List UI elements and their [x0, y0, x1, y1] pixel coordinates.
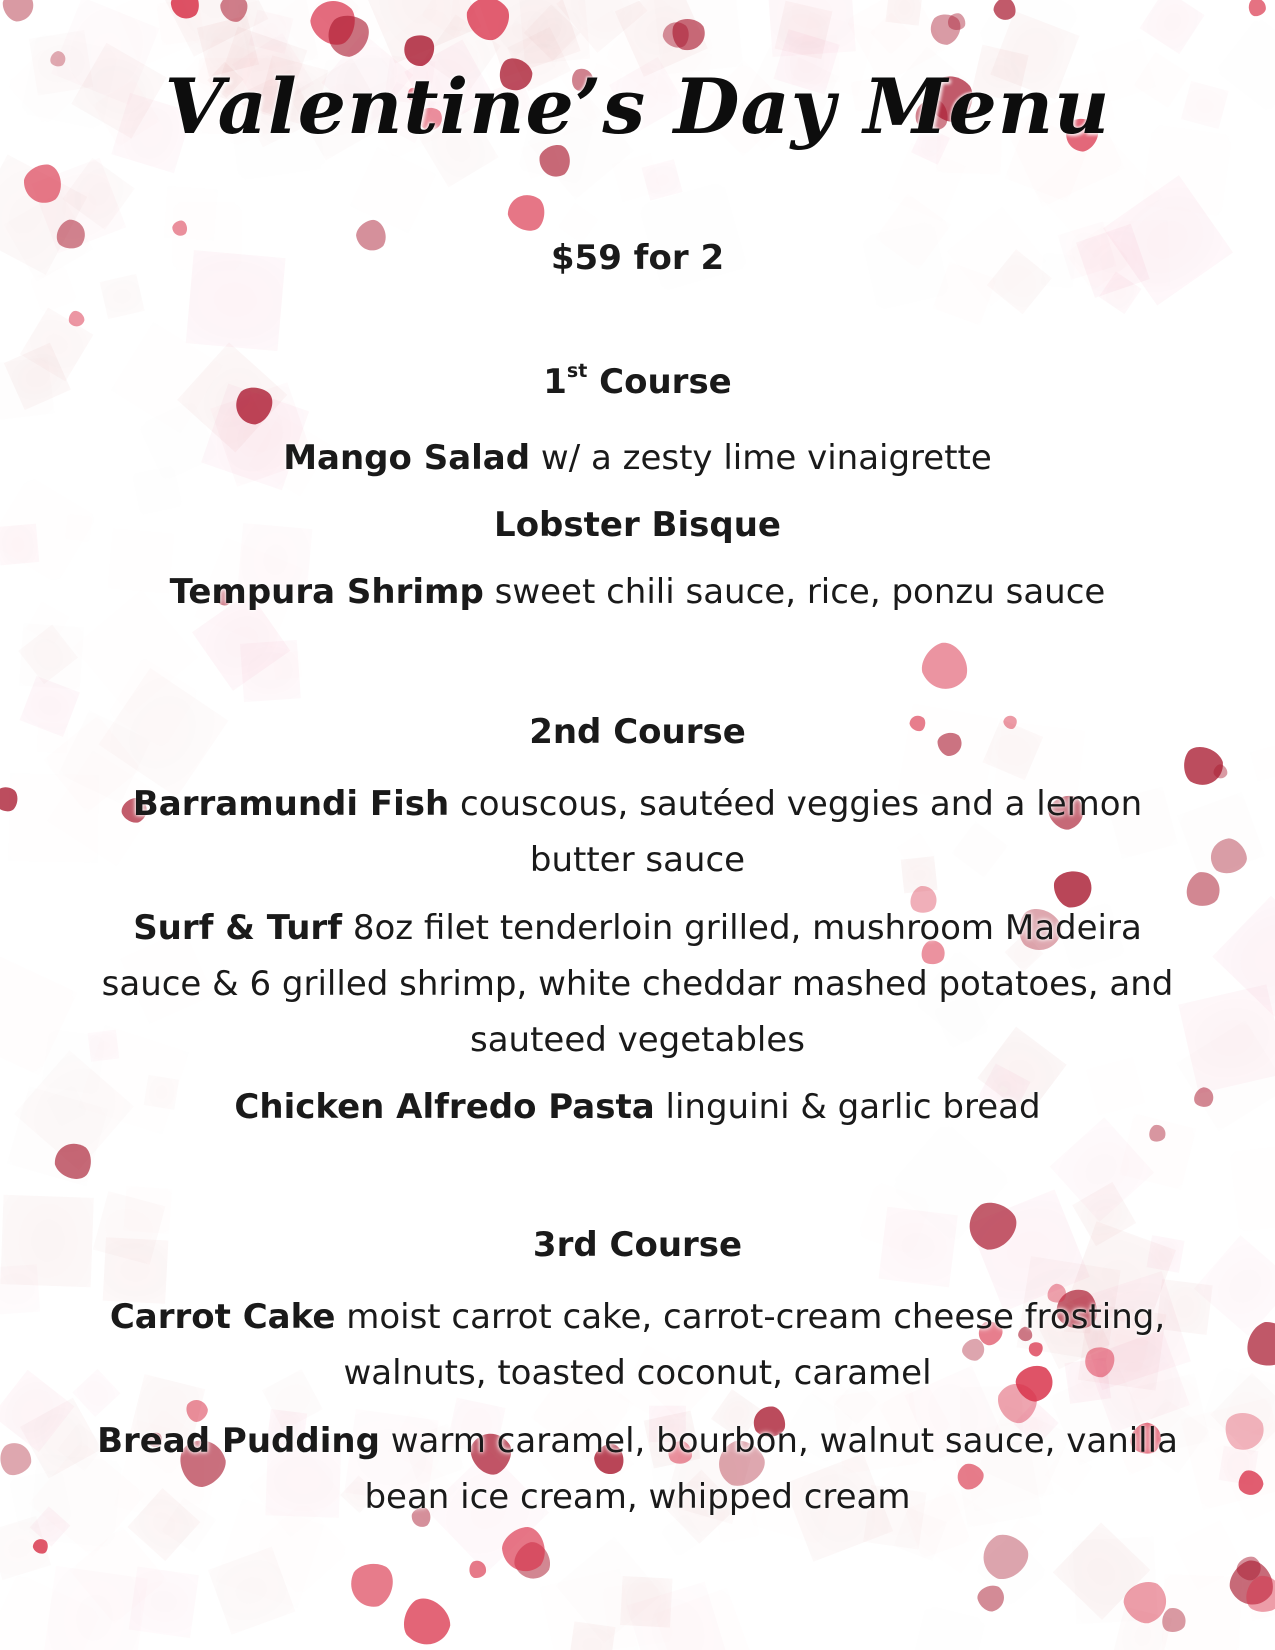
item-name: Surf & Turf — [133, 908, 342, 948]
item-name: Bread Pudding — [97, 1421, 380, 1461]
course-heading-second: 2nd Course — [529, 712, 746, 752]
menu-item — [90, 497, 1185, 553]
menu-title: Valentine’s Day Menu — [164, 62, 1111, 151]
item-description: sweet chili sauce, rice, ponzu sauce — [494, 572, 1106, 612]
item-name: Mango Salad — [283, 438, 531, 478]
item-name: Lobster Bisque — [494, 505, 781, 545]
item-name: Carrot Cake — [109, 1297, 336, 1337]
menu-item — [90, 1413, 1185, 1525]
menu-item — [90, 564, 1185, 620]
item-name: Barramundi Fish — [132, 784, 450, 824]
course-number: 1 — [543, 362, 567, 402]
menu-item — [90, 776, 1185, 888]
item-description: moist carrot cake, carrot-cream cheese frosting, walnuts, toasted coconut, caramel — [343, 1297, 1166, 1393]
menu-price: $59 for 2 — [550, 238, 725, 278]
item-description: 8oz filet tenderloin grilled, mushroom Madeira sauce & 6 grilled shrimp, white cheddar mashed potatoes, and sauteed vegetables — [101, 908, 1174, 1060]
menu-item — [90, 1079, 1185, 1135]
item-description: w/ a zesty lime vinaigrette — [540, 438, 992, 478]
course-heading-third: 3rd Course — [532, 1225, 743, 1265]
course-label: Course — [599, 362, 732, 402]
item-name: Chicken Alfredo Pasta — [234, 1087, 655, 1127]
course-suffix: st — [566, 359, 588, 382]
menu-item — [90, 900, 1185, 1068]
course-heading-first — [0, 359, 1275, 402]
menu-item — [90, 1289, 1185, 1401]
menu-item — [90, 430, 1185, 486]
item-name: Tempura Shrimp — [169, 572, 484, 612]
item-description: warm caramel, bourbon, walnut sauce, vanilla bean ice cream, whipped cream — [364, 1421, 1178, 1517]
item-description: linguini & garlic bread — [665, 1087, 1041, 1127]
item-description: couscous, sautéed veggies and a lemon butter sauce — [460, 784, 1143, 880]
